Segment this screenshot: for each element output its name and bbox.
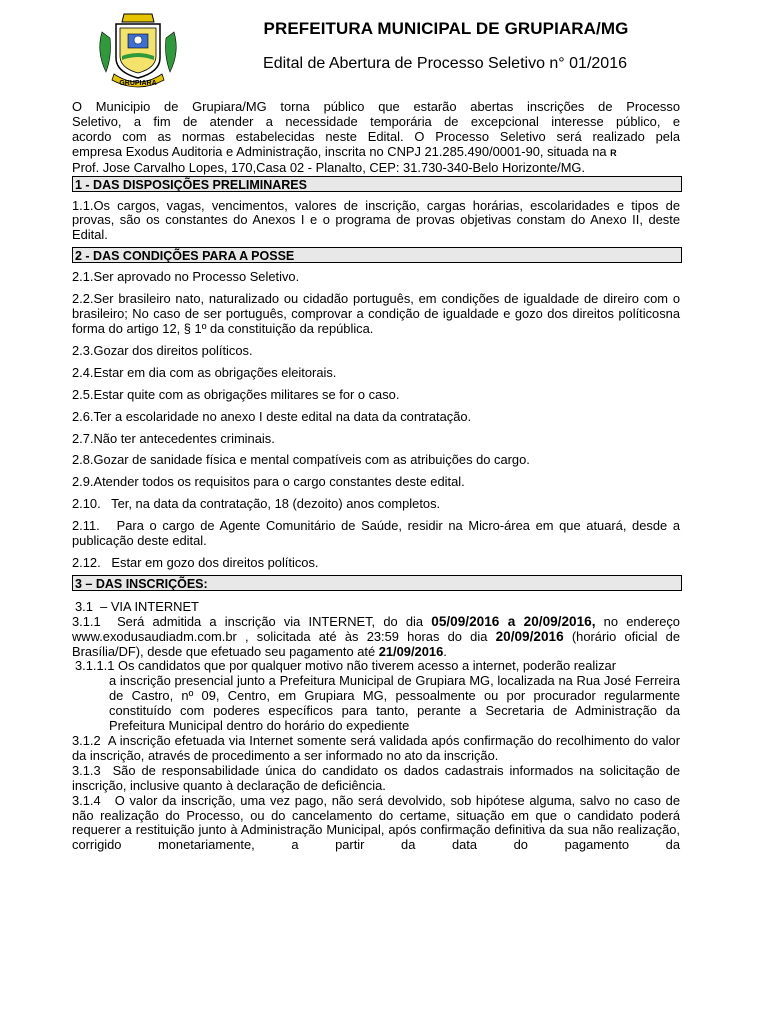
item-3-1-1-date-3: 21/09/2016 (378, 643, 444, 659)
page-subtitle: Edital de Abertura de Processo Seletivo n° 01/2016 (263, 55, 627, 72)
logo-ribbon-text: GRUPIARA (119, 80, 157, 87)
intro-line-4-text: empresa Exodus Auditoria e Administração, inscrita no CNPJ 21.285.490/0001-90, situada na (72, 143, 607, 159)
item-2-7: 2.7.Não ter antecedentes criminais. (72, 430, 275, 446)
item-3-1-1-1-rest: a inscrição presencial junto a Prefeitura Municipal de Grupiara MG, localizada na Rua José Ferreira de Castro, nº 09, Centro, em Grupiara MG, pessoalmente ou por procurador regularmente constituído com poderes específicos para tanto, perante a Secretaria de Administração da Prefeitura Municipal dentro do horário do expediente (109, 673, 680, 734)
intro-line-2: Seletivo, a fim de atender a necessidade temporária de excepcional interesse público, e (72, 113, 680, 129)
item-2-9: 2.9.Atender todos os requisitos para o cargo constantes deste edital. (72, 474, 465, 490)
intro-line-4 (72, 145, 680, 161)
item-3-1-1-text-b: no endereço www.exodusaudiadm.com.br , solicitada até às 23:59 horas do dia (72, 613, 684, 644)
item-2-8: 2.8.Gozar de sanidade física e mental compatíveis com as atribuições do cargo. (72, 452, 530, 468)
item-2-12: 2.12. Estar em gozo dos direitos políticos. (72, 554, 319, 570)
item-1-1: 1.1.Os cargos, vagas, vencimentos, valores de inscrição, cargas horárias, escolaridades e tipos de provas, são os constantes do Anexos I e o programa de provas objetivas constam do Anexo II, deste Edital. (72, 197, 680, 243)
municipal-coat-of-arms-logo (92, 12, 184, 92)
item-3-1-3: 3.1.3 São de responsabilidade única do candidato os dados cadastrais informados na solicitação de inscrição, inclusive quanto à declaração de deficiência. (72, 762, 684, 793)
page-title: PREFEITURA MUNICIPAL DE GRUPIARA/MG (263, 19, 629, 38)
item-2-6: 2.6.Ter a escolaridade no anexo I deste edital na data da contratação. (72, 408, 472, 424)
item-3-1-1 (72, 613, 684, 660)
document-body (72, 99, 684, 853)
item-3-1-1-1-first-line: 3.1.1.1 Os candidatos que por qualquer motivo não tiverem acesso a internet, poderão realizar (75, 658, 617, 674)
item-3-1-1-date-2: 20/09/2016 (495, 628, 564, 644)
item-2-1: 2.1.Ser aprovado no Processo Seletivo. (72, 269, 300, 285)
item-2-5: 2.5.Estar quite com as obrigações militares se for o caso. (72, 386, 400, 402)
item-2-3: 2.3.Gozar dos direitos políticos. (72, 342, 253, 358)
intro-line-5: Prof. Jose Carvalho Lopes, 170,Casa 02 - Planalto, CEP: 31.730-340-Belo Horizonte/MG. (72, 159, 586, 175)
intro-line-1: O Municipio de Grupiara/MG torna público que estarão abertas inscrições de Processo (72, 99, 680, 114)
intro-paragraph (72, 100, 680, 176)
section-1-heading: 1 - DAS DISPOSIÇÕES PRELIMINARES (72, 176, 682, 192)
item-2-4: 2.4.Estar em dia com as obrigações eleitorais. (72, 364, 337, 380)
item-3-1-1-dates: 05/09/2016 a 20/09/2016, (431, 613, 596, 629)
item-3-1-2: 3.1.2 A inscrição efetuada via Internet somente será validada após confirmação do recolhimento do valor da inscrição, através de procedimento a ser informado no ato da inscrição. (72, 733, 684, 763)
intro-line-4-tail: R (610, 147, 617, 158)
section-2-heading: 2 - DAS CONDIÇÕES PARA A POSSE (72, 247, 682, 263)
item-3-1: 3.1 – VIA INTERNET (75, 598, 199, 614)
item-2-11: 2.11. Para o cargo de Agente Comunitário de Saúde, residir na Micro-área em que atuará, desde a publicação deste edital. (72, 518, 684, 549)
section-3-heading: 3 – DAS INSCRIÇÕES: (72, 575, 682, 591)
item-2-10: 2.10. Ter, na data da contratação, 18 (dezoito) anos completos. (72, 496, 441, 512)
item-2-2: 2.2.Ser brasileiro nato, naturalizado ou cidadão português, em condições de igualdade de direiro com o brasileiro; No caso de ser português, comprovar a condição de igualdade e gozo dos direitos políticosna forma do artigo 12, § 1º da constituição da república. (72, 291, 680, 336)
item-3-1-1-text-d: . (443, 643, 447, 659)
intro-line-3: acordo com as normas estabelecidas neste Edital. O Processo Seletivo será realizado pela (72, 128, 680, 144)
item-3-1-1-text-c: (horário oficial de Brasília/DF), desde que efetuado seu pagamento até (72, 628, 684, 659)
item-3-1-4: 3.1.4 O valor da inscrição, uma vez pago, não será devolvido, sob hipótese alguma, salvo no caso de não realização do Processo, ou do cancelamento do certame, situação em que o candidato poderá requerer a restituição junto à Administração Municipal, após confirmação definitiva da sua não realização, corrigido monetariamente, a partir da data do pagamento da (72, 792, 684, 853)
item-3-1-1-text-a: 3.1.1 Será admitida a inscrição via INTERNET, do dia (72, 613, 432, 629)
